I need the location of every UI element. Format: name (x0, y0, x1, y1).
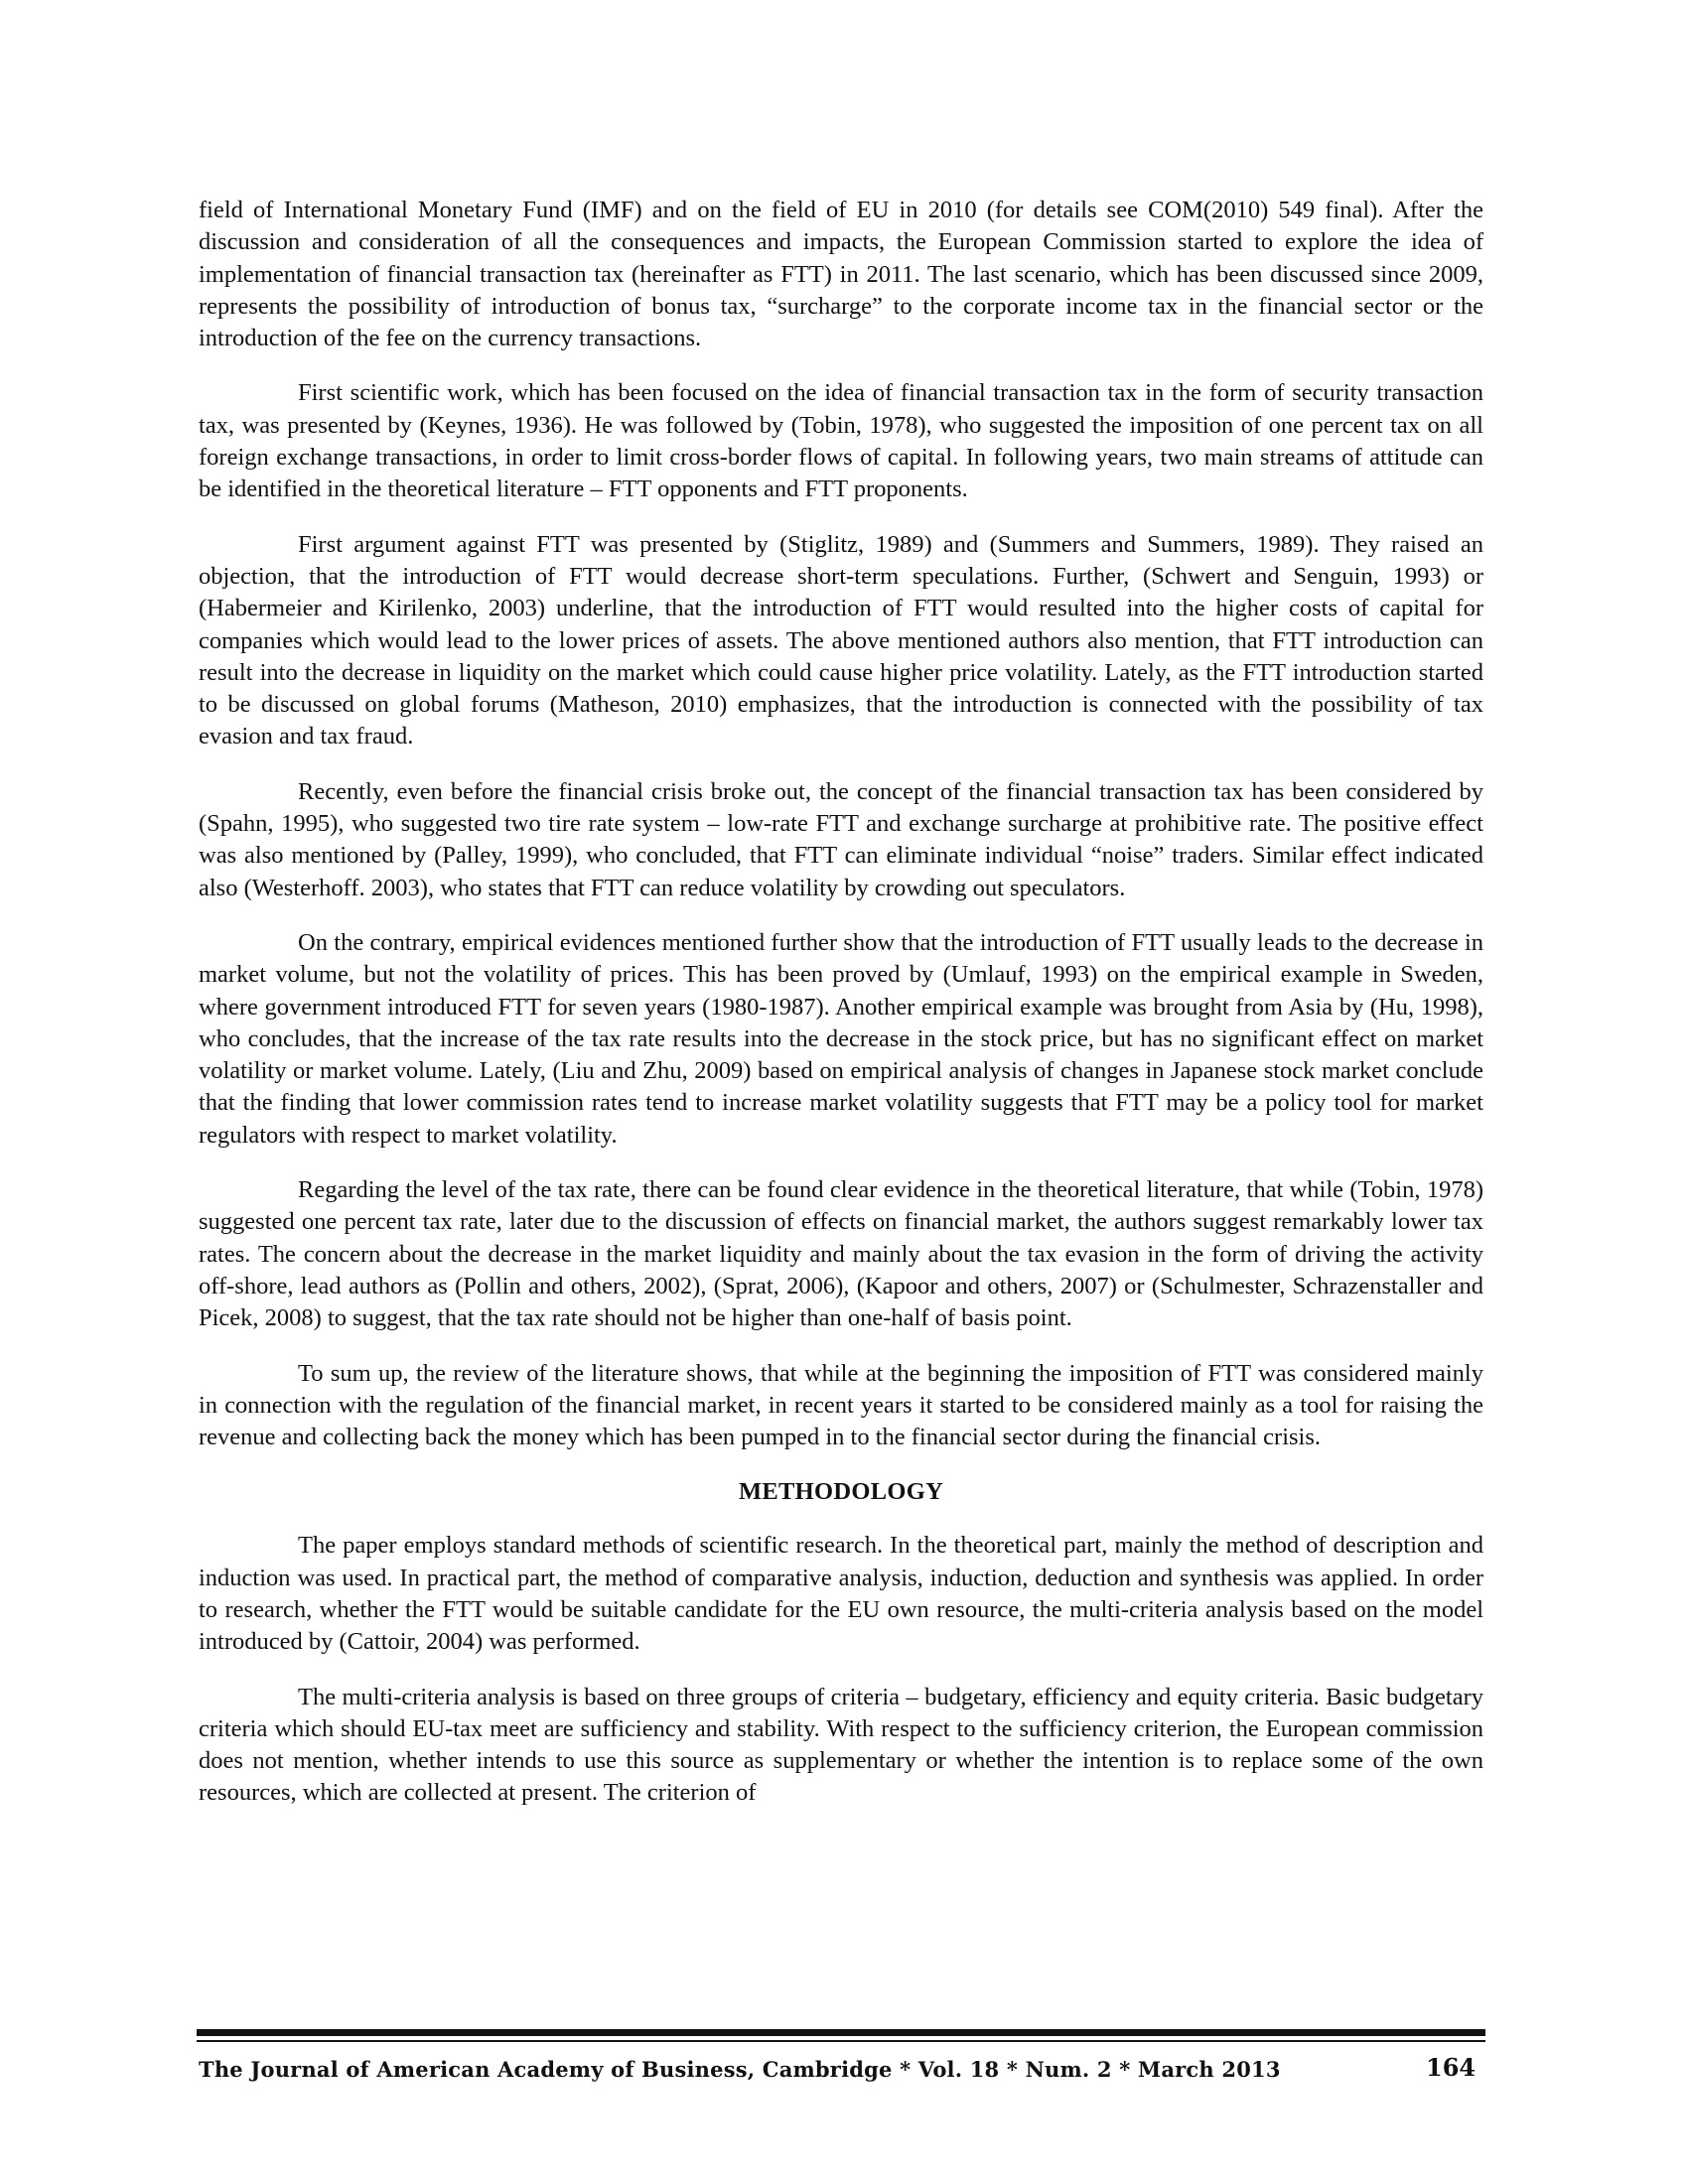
methodology-paragraph-2: The multi-criteria analysis is based on three groups of criteria – budgetary, efficiency and equity criteria. Basic budgetary criteria which should EU-tax meet are sufficiency and stability. With respect to the sufficiency criterion, the European commission does not mention, whether intends to use this source as supplementary or whether the intention is to replace some of the own resources, which are collected at present. The criterion of (199, 1683, 1483, 1807)
paragraph-6: Regarding the level of the tax rate, there can be found clear evidence in the theoretical literature, that while (Tobin, 1978) suggested one percent tax rate, later due to the discussion of effects on financial market, the authors suggest remarkably lower tax rates. The concern about the decrease in the market liquidity and mainly about the tax evasion in the form of driving the activity off-shore, lead authors as (Pollin and others, 2002), (Sprat, 2006), (Kapoor and others, 2007) or (Schulmester, Schrazenstaller and Picek, 2008) to suggest, that the tax rate should not be higher than one-half of basis point. (199, 1176, 1483, 1332)
paragraph-5: On the contrary, empirical evidences mentioned further show that the introduction of FTT usually leads to the decrease in market volume, but not the volatility of prices. This has been proved by (Umlauf, 1993) on the empirical example in Sweden, where government introduced FTT for seven years (1980-1987). Another empirical example was brought from Asia by (Hu, 1998), who concludes, that the increase of the tax rate results into the decrease in the stock price, but has no significant effect on market volatility or market volume. Lately, (Liu and Zhu, 2009) based on empirical analysis of changes in Japanese stock market conclude that the finding that lower commission rates tend to increase market volatility suggests that FTT may be a policy tool for market regulators with respect to market volatility. (199, 928, 1483, 1149)
journal-footer: The Journal of American Academy of Business, Cambridge * Vol. 18 * Num. 2 * March 2013 (199, 2057, 1281, 2082)
methodology-paragraph-1: The paper employs standard methods of scientific research. In the theoretical part, mainly the method of description and induction was used. In practical part, the method of comparative analysis, induction, deduction and synthesis was applied. In order to research, whether the FTT would be suitable candidate for the EU own resource, the multi-criteria analysis based on the model introduced by (Cattoir, 2004) was performed. (199, 1532, 1483, 1656)
footer-rule-thin (197, 2040, 1485, 2042)
paragraph-4: Recently, even before the financial crisis broke out, the concept of the financial transaction tax has been considered by (Spahn, 1995), who suggested two tire rate system – low-rate FTT and exchange surcharge at prohibitive rate. The positive effect was also mentioned by (Palley, 1999), who concluded, that FTT can eliminate individual “noise” traders. Similar effect indicated also (Westerhoff. 2003), who states that FTT can reduce volatility by crowding out speculators. (199, 777, 1483, 901)
paragraph-1: field of International Monetary Fund (IMF) and on the field of EU in 2010 (for details see COM(2010) 549 final). After the discussion and consideration of all the consequences and impacts, the European Commission started to explore the idea of implementation of financial transaction tax (hereinafter as FTT) in 2011. The last scenario, which has been discussed since 2009, represents the possibility of introduction of bonus tax, “surcharge” to the corporate income tax in the financial sector or the introduction of the fee on the currency transactions. (199, 197, 1483, 352)
paragraph-7: To sum up, the review of the literature shows, that while at the beginning the imposition of FTT was considered mainly in connection with the regulation of the financial market, in recent years it started to be considered mainly as a tool for raising the revenue and collecting back the money which has been pumped in to the financial sector during the financial crisis. (199, 1359, 1483, 1451)
section-heading: METHODOLOGY (738, 1478, 944, 1506)
page-number: 164 (1426, 2053, 1477, 2082)
paragraph-3: First argument against FTT was presented by (Stiglitz, 1989) and (Summers and Summers, 1989). They raised an objection, that the introduction of FTT would decrease short-term speculations. Further, (Schwert and Senguin, 1993) or (Habermeier and Kirilenko, 2003) underline, that the introduction of FTT would resulted into the higher costs of capital for companies which would lead to the lower prices of assets. The above mentioned authors also mention, that FTT introduction can result into the decrease in liquidity on the market which could cause higher price volatility. Lately, as the FTT introduction started to be discussed on global forums (Matheson, 2010) emphasizes, that the introduction is connected with the possibility of tax evasion and tax fraud. (199, 530, 1483, 751)
body-text (199, 195, 1483, 1833)
paragraph-2: First scientific work, which has been focused on the idea of financial transaction tax in the form of security transaction tax, was presented by (Keynes, 1936). He was followed by (Tobin, 1978), who suggested the imposition of one percent tax on all foreign exchange transactions, in order to limit cross-border flows of capital. In following years, two main streams of attitude can be identified in the theoretical literature – FTT opponents and FTT proponents. (199, 379, 1483, 503)
footer-rule-thick (197, 2029, 1485, 2036)
